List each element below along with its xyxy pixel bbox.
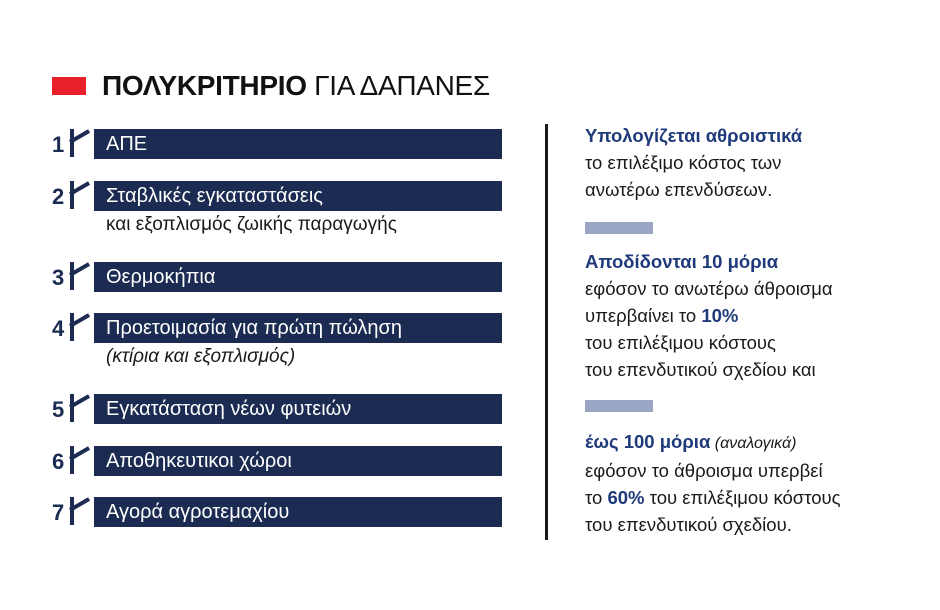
item-number: 1 [52,132,65,157]
item-connector [70,181,92,209]
item-label: Αποθηκευτικοι χώροι [94,446,502,476]
item-label: Εγκατάσταση νέων φυτειών [94,394,502,424]
header [52,66,490,106]
info-line: εφόσον το άθροισμα υπερβεί [585,460,823,481]
item-number: 6 [52,449,65,474]
item-label: Αγορά αγροτεμαχίου [94,497,502,527]
info-heading: έως 100 μόρια [585,431,711,452]
title-rest: ΓΙΑ ΔΑΠΑΝΕΣ [306,70,490,101]
info-note: (αναλογικά) [710,435,797,452]
item-connector [70,313,92,341]
item-label: ΑΠΕ [94,129,502,159]
item-label: Θερμοκήπια [94,262,502,292]
separator-bar [585,400,653,412]
vertical-divider [545,124,548,540]
item-connector [70,394,92,422]
item-connector [70,262,92,290]
info-line: ανωτέρω επενδύσεων. [585,179,773,200]
item-connector [70,497,92,525]
info-heading: Υπολογίζεται αθροιστικά [585,125,803,146]
title-accent-square [52,77,86,95]
info-text: του επιλέξιμου κόστους [644,487,841,508]
item-connector [70,129,92,157]
info-line [585,428,925,457]
info-highlight: 60% [607,487,645,508]
info-highlight: 10% [701,305,739,326]
info-line [585,302,925,329]
info-text: υπερβαίνει το [585,305,702,326]
item-number: 2 [52,184,65,209]
separator-bar [585,222,653,234]
info-line: του επιλέξιμου κόστους [585,332,776,353]
title-bold: ΠΟΛΥΚΡΙΤΗΡΙΟ [102,70,307,101]
info-block-3 [585,428,925,538]
info-line: του επενδυτικού σχεδίου και [585,359,816,380]
item-number: 5 [52,397,65,422]
info-block-2 [585,248,925,383]
item-label: Προετοιμασία για πρώτη πώληση [94,313,502,343]
info-line: του επενδυτικού σχεδίου. [585,514,792,535]
page-title [102,70,490,102]
item-connector [70,446,92,474]
item-sublabel: (κτίρια και εξοπλισμός) [106,346,296,367]
item-number: 7 [52,500,65,525]
info-text: το [585,487,608,508]
item-label: Σταβλικές εγκαταστάσεις [94,181,502,211]
info-line: το επιλέξιμο κόστος των [585,152,782,173]
item-number: 4 [52,316,65,341]
item-sublabel: και εξοπλισμός ζωικής παραγωγής [106,214,397,235]
info-line [585,484,925,511]
info-heading: Αποδίδονται 10 μόρια [585,251,779,272]
info-line: εφόσον το ανωτέρω άθροισμα [585,278,833,299]
item-number: 3 [52,265,65,290]
info-block-1 [585,122,925,203]
